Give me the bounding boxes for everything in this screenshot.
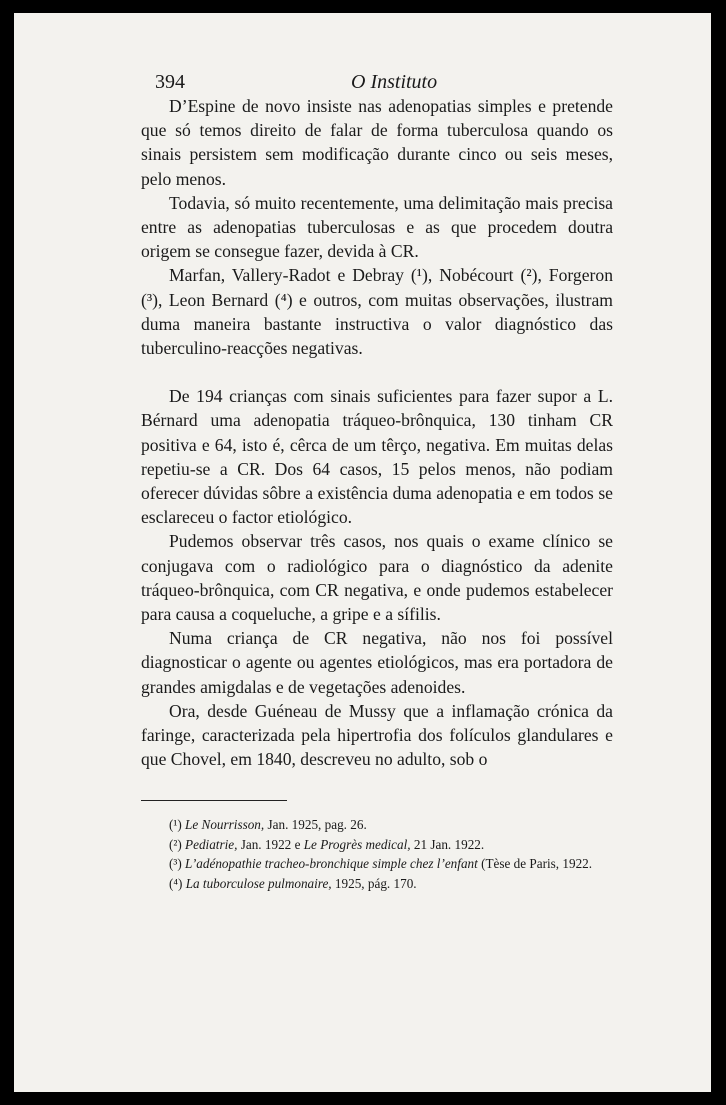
paragraph: D’Espine de novo insiste nas adenopatias simples e pretende que só temos direito de falar de forma tuberculosa quando os sinais persistem sem modificação durante cinco ou seis meses, pelo menos. xyxy=(141,96,613,189)
footnote xyxy=(141,815,613,835)
paragraph: Numa criança de CR negativa, não nos foi possível diagnosticar o agente ou agentes etiológicos, mas era portadora de grandes amigdalas e de vegetações adenoides. xyxy=(141,628,613,697)
paragraph: Ora, desde Guéneau de Mussy que a inflamação crónica da faringe, caracterizada pela hipertrofia dos folículos glandulares e que Chovel, em 1840, descreveu no adulto, sob o xyxy=(141,700,613,770)
footnote xyxy=(141,854,613,874)
paragraph: Pudemos observar três casos, nos quais o exame clínico se conjugava com o radiológico para o diagnóstico da adenite tráqueo-brônquica, com CR negativa, e onde pudemos estabelecer para causa a coqueluche, a gripe e a sífilis. xyxy=(141,531,613,625)
footnote-title: Pediatrie, xyxy=(185,836,238,852)
footnote-text: Jan. 1925, pag. 26. xyxy=(264,817,367,832)
page-header xyxy=(155,71,627,95)
footnote-mark: (²) xyxy=(169,836,182,852)
footnote-text: Jan. 1922 e xyxy=(237,836,304,852)
body-text xyxy=(141,94,613,771)
footnote-divider xyxy=(141,800,287,801)
footnote xyxy=(141,874,613,894)
footnote-title: Le Progrès medical, xyxy=(303,836,411,852)
paragraph: Marfan, Vallery-Radot e Debray (¹), Nobécourt (²), Forgeron (³), Leon Bernard (⁴) e outros, com muitas observações, ilustram duma maneira bastante instructiva o valor diagnóstico das tuberculino-reacções negativas. xyxy=(141,265,613,359)
footnote-text: 21 Jan. 1922. xyxy=(410,836,485,852)
footnote-title: L’adénopathie tracheo-bronchique simple chez l’enfant xyxy=(185,856,478,871)
footnotes xyxy=(141,815,613,893)
footnote-text: (Tèse de Paris, 1922. xyxy=(477,856,593,871)
footnote-mark: (³) xyxy=(169,856,182,871)
footnote-title: La tuborculose pulmonaire, xyxy=(185,875,332,891)
paragraph: De 194 crianças com sinais suficientes para fazer supor a L. Bérnard uma adenopatia tráqueo-brônquica, 130 tinham CR positiva e 64, isto é, cêrca de um têrço, negativa. Em muitas delas repetiu-se a CR. Dos 64 casos, 15 pelos menos, não podiam oferecer dúvidas sôbre a existência duma adenopatia e em todos se esclareceu o factor etiológico. xyxy=(141,386,613,528)
footnote-mark: (¹) xyxy=(169,817,182,832)
paragraph: Todavia, só muito recentemente, uma delimitação mais precisa entre as adenopatias tuberculosas e as que procedem doutra origem se consegue fazer, devida à CR. xyxy=(141,192,613,262)
running-title: O Instituto xyxy=(351,71,438,93)
footnote xyxy=(141,835,613,855)
footnote-title: Le Nourrisson, xyxy=(185,817,265,832)
footnote-mark: (⁴) xyxy=(169,875,183,891)
page-number: 394 xyxy=(155,71,185,93)
footnote-text: 1925, pág. 170. xyxy=(331,875,417,891)
